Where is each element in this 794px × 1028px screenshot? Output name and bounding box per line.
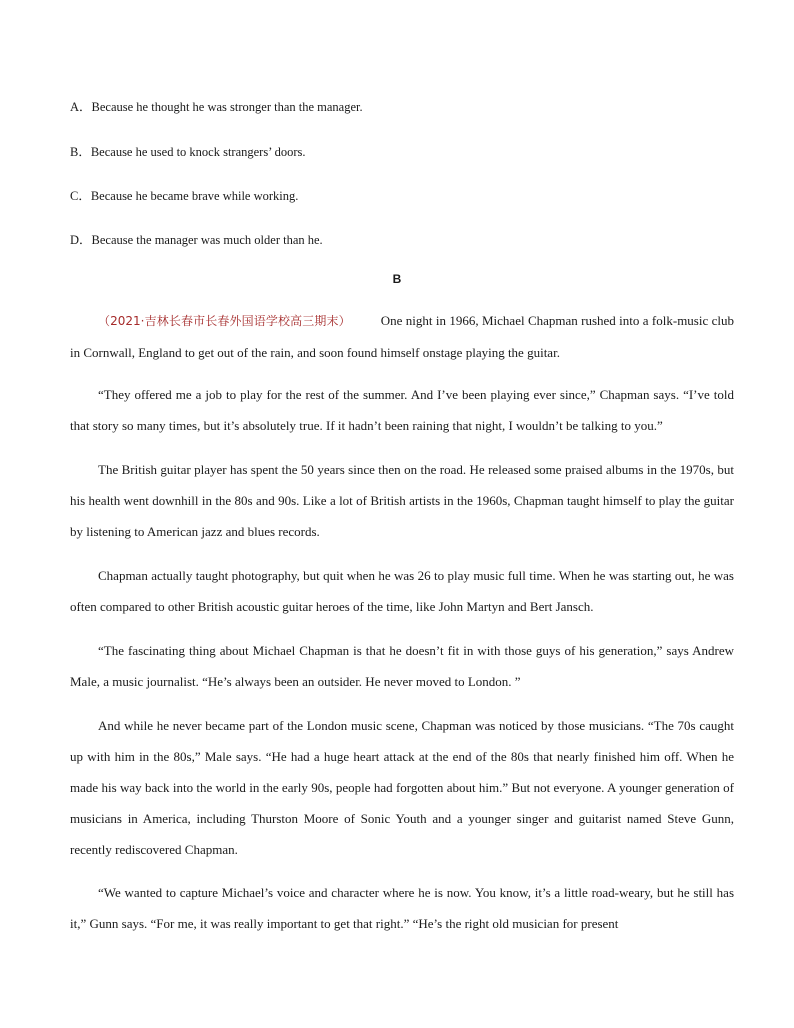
option-d: D．Because the manager was much older than he. [70,233,323,247]
paragraph-3: The British guitar player has spent the 50 years since then on the road. He released some praised albums in the 1970s, but his health went downhill in the 80s and 90s. Like a lot of British artists in the 1960s, Chapman taught himself to play the guitar by listening to American jazz and blues records. [70,462,734,539]
option-c: C．Because he became brave while working. [70,189,299,203]
paragraph-7: “We wanted to capture Michael’s voice and character where he is now. You know, it’s a little road-weary, but he still has it,” Gunn says. “For me, it was really important to get that right.” “He’s the right old musician for present [70,885,734,931]
paragraph-6: And while he never became part of the London music scene, Chapman was noticed by those musicians. “The 70s caught up with him in the 80s,” Male says. “He had a huge heart attack at the end of the 80s that nearly finished him off. When he made his way back into the world in the early 90s, people had forgotten about him.” But not everyone. A younger generation of musicians in America, including Thurston Moore of Sonic Youth and a younger singer and guitarist named Steve Gunn, recently rediscovered Chapman. [70,718,734,857]
option-a: A．Because he thought he was stronger than the manager. [70,100,363,114]
paragraph-2: “They offered me a job to play for the rest of the summer. And I’ve been playing ever since,” Chapman says. “I’ve told that story so many times, but it’s absolutely true. If it hadn’t been raining that night, I wouldn’t be talking to you.” [70,387,734,433]
paragraph-1 [70,305,734,368]
paragraph-4: Chapman actually taught photography, but quit when he was 26 to play music full time. When he was starting out, he was often compared to other British acoustic guitar heroes of the time, like John Martyn and Bert Jansch. [70,568,734,614]
option-b: B．Because he used to knock strangers’ doors. [70,145,306,159]
source-citation: （2021·吉林长春市长春外国语学校高三期末） [98,314,351,328]
paragraph-5: “The fascinating thing about Michael Chapman is that he doesn’t fit in with those guys of his generation,” says Andrew Male, a music journalist. “He’s always been an outsider. He never moved to London. ” [70,643,734,689]
paragraph-1-text: One night in 1966, Michael Chapman rushed into a folk-music club in Cornwall, England to get out of the rain, and soon found himself onstage playing the guitar. [70,313,734,360]
section-title: B [392,272,402,286]
